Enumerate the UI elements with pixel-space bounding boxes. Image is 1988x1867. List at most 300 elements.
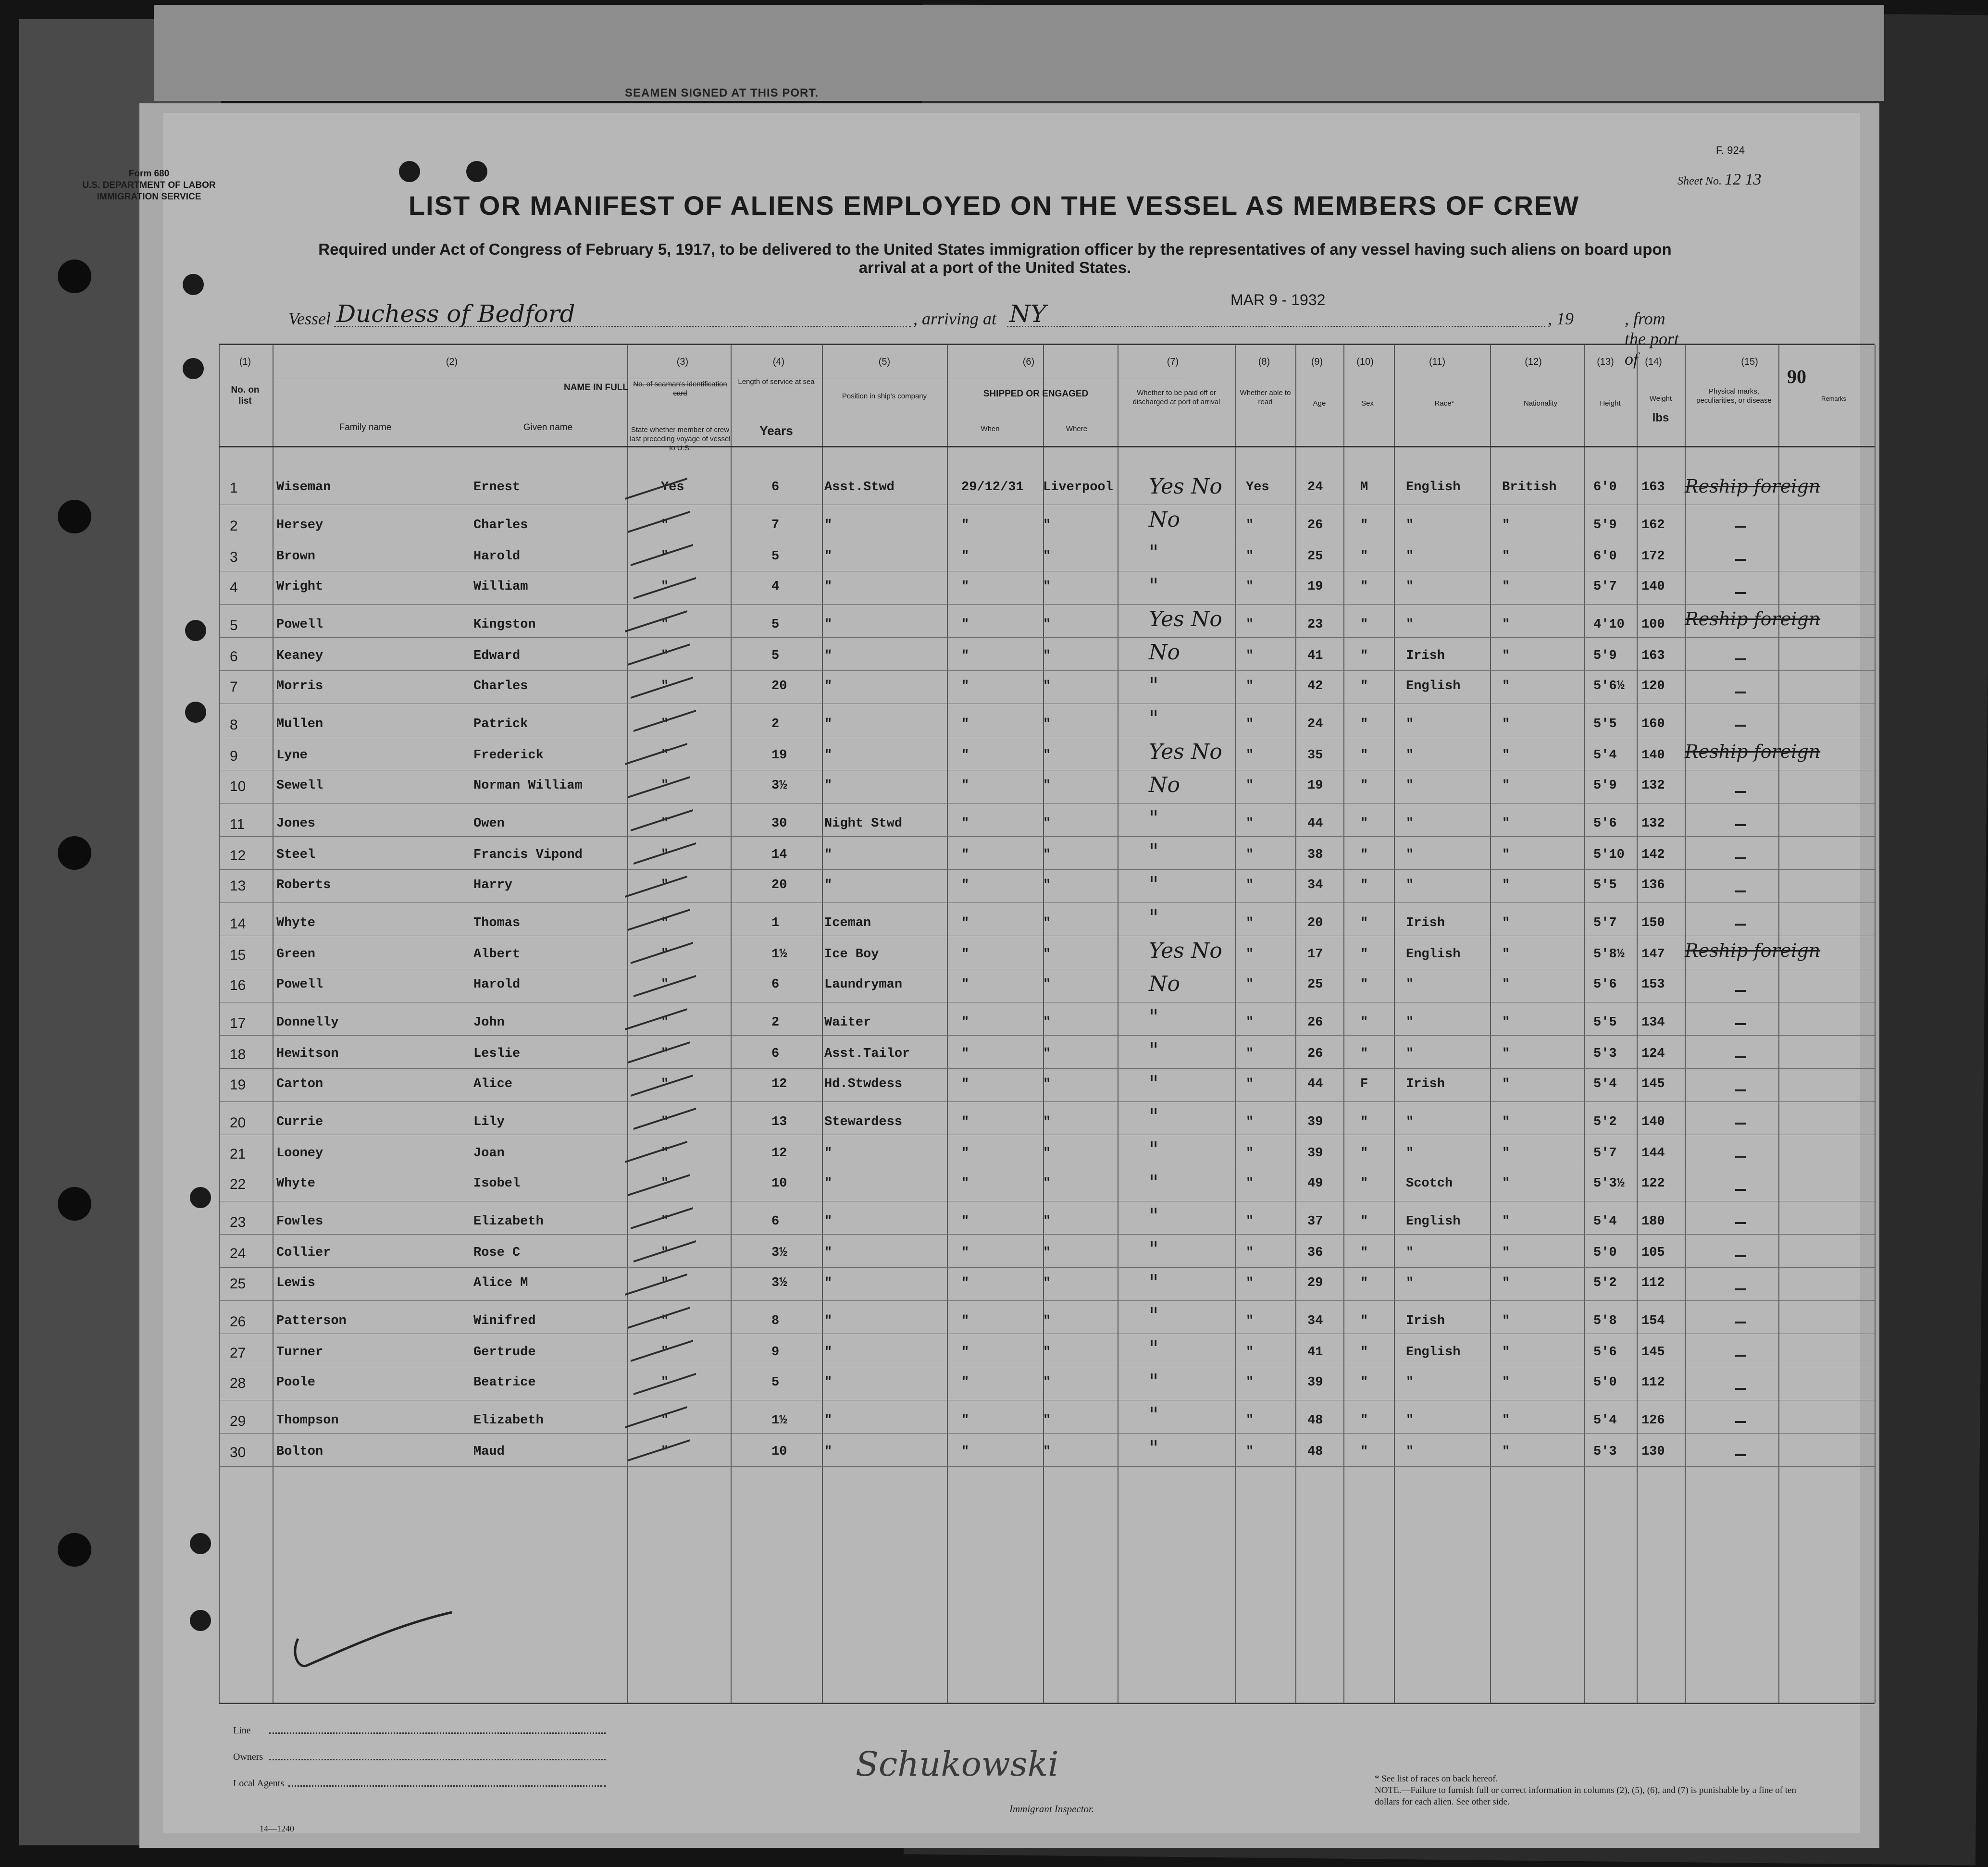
cell-race: " (1406, 1413, 1414, 1428)
cell-given: William (473, 580, 528, 594)
cell-weight: 145 (1641, 1077, 1665, 1091)
cell-position: Stewardess (824, 1115, 903, 1129)
cell-read: " (1246, 947, 1254, 962)
cell-family: Wright (276, 580, 323, 594)
cell-sex: " (1360, 816, 1368, 831)
cell-family: Turner (276, 1345, 323, 1360)
cell-height: 6'0 (1593, 549, 1617, 564)
cell-sex: " (1360, 1345, 1368, 1360)
cell-n: 5 (230, 618, 238, 633)
cell-age: 19 (1307, 779, 1323, 793)
cell-n: 6 (230, 649, 238, 665)
cell-sex: " (1360, 878, 1368, 892)
cell-prev: " (661, 1214, 669, 1229)
cell-where: " (1043, 1115, 1051, 1129)
row-divider (219, 869, 1875, 870)
cell-where: " (1043, 816, 1051, 831)
cell-position: " (824, 679, 832, 693)
cell-weight: 136 (1641, 878, 1665, 892)
row-divider (219, 1433, 1875, 1434)
id-card-header: No. of seaman's identification card (633, 380, 727, 397)
cell-age: 42 (1307, 679, 1323, 693)
cell-nat: " (1502, 779, 1510, 793)
cell-read: " (1246, 717, 1254, 731)
cell-nat: " (1502, 848, 1510, 862)
cell-height: 5'7 (1593, 916, 1617, 930)
cell-when: " (961, 549, 969, 564)
cell-where: " (1043, 878, 1051, 892)
physical-marks-dash (1735, 1189, 1746, 1191)
cell-read: " (1246, 618, 1254, 632)
cell-age: 48 (1307, 1445, 1323, 1459)
cell-race: English (1406, 947, 1461, 962)
cell-given: Harold (473, 977, 521, 992)
vessel-dotted-line (334, 326, 911, 327)
cell-read: " (1246, 1077, 1254, 1091)
cell-age: 39 (1307, 1115, 1323, 1129)
cell-race: " (1406, 549, 1414, 564)
cell-position: Hd.Stwdess (824, 1077, 903, 1091)
cell-position: Waiter (824, 1015, 871, 1030)
cell-given: Harold (473, 549, 521, 564)
name-in-full-header: NAME IN FULL (563, 383, 629, 393)
cell-given: Maud (473, 1445, 505, 1459)
physical-marks-dash (1735, 592, 1746, 594)
paid-off-value: " (1149, 1204, 1159, 1228)
paid-off-value: No (1149, 773, 1180, 797)
cell-family: Whyte (276, 916, 316, 930)
paid-off-value: " (1149, 1005, 1159, 1029)
cell-read: " (1246, 518, 1254, 532)
cell-weight: 105 (1641, 1246, 1665, 1260)
cell-given: Thomas (473, 916, 521, 930)
row-divider (219, 1300, 1875, 1301)
cell-age: 34 (1307, 1314, 1323, 1328)
cell-position: " (824, 779, 832, 793)
row-divider (219, 1267, 1875, 1268)
cell-prev: " (661, 878, 669, 892)
cell-age: 26 (1307, 1047, 1323, 1061)
cell-when: " (961, 518, 969, 532)
cell-race: English (1406, 480, 1461, 495)
form-number: Form 680 (128, 169, 170, 179)
cell-given: Gertrude (473, 1345, 536, 1360)
cell-sex: " (1360, 649, 1368, 663)
cell-height: 5'4 (1593, 748, 1617, 763)
cell-height: 5'2 (1593, 1115, 1617, 1129)
cell-where: " (1043, 748, 1051, 763)
cell-where: " (1043, 1077, 1051, 1091)
cell-family: Hersey (276, 518, 323, 532)
cell-family: Brown (276, 549, 316, 564)
cell-n: 23 (230, 1214, 246, 1230)
cell-prev: " (661, 916, 669, 930)
cell-where: " (1043, 618, 1051, 632)
cell-nat: " (1502, 679, 1510, 693)
cell-read: " (1246, 580, 1254, 594)
cell-race: " (1406, 580, 1414, 594)
service: IMMIGRATION SERVICE (97, 192, 201, 202)
cell-weight: 154 (1641, 1314, 1665, 1328)
cell-race: " (1406, 1445, 1414, 1459)
able-read-header: Whether able to read (1240, 389, 1291, 406)
cell-position: " (824, 649, 832, 663)
cell-prev: " (661, 1314, 669, 1328)
cell-family: Collier (276, 1246, 331, 1260)
cell-weight: 142 (1641, 848, 1665, 862)
cell-age: 39 (1307, 1146, 1323, 1161)
cell-n: 18 (230, 1047, 246, 1063)
physical-marks-dash (1735, 1288, 1746, 1290)
cell-nat: " (1502, 947, 1510, 962)
cell-prev: " (661, 679, 669, 693)
cell-where: " (1043, 947, 1051, 962)
age-header: Age (1313, 399, 1326, 408)
height-header: Height (1600, 399, 1621, 408)
physical-marks-dash (1735, 1056, 1746, 1058)
cell-years: 9 (771, 1345, 780, 1360)
physical-marks-dash (1735, 526, 1746, 528)
cell-read: " (1246, 1413, 1254, 1428)
cell-n: 28 (230, 1375, 246, 1391)
remarks-header: Remarks (1821, 395, 1846, 402)
cell-n: 11 (230, 816, 245, 832)
cell-when: " (961, 848, 969, 862)
paid-off-value: " (1149, 1138, 1159, 1162)
paid-off-value: " (1149, 872, 1159, 897)
cell-position: Laundryman (824, 977, 903, 992)
cell-n: 14 (230, 916, 246, 932)
cell-given: Ernest (473, 480, 521, 495)
binder-hole (58, 836, 91, 870)
paid-off-value: " (1149, 541, 1159, 565)
form-code: F. 924 (1716, 144, 1745, 156)
remark-reship-foreign: Reship foreign (1685, 608, 1821, 630)
cell-family: Morris (276, 679, 323, 693)
cell-nat: " (1502, 618, 1510, 632)
cell-prev: " (661, 1276, 669, 1290)
row-divider (219, 836, 1875, 837)
paid-off-value: " (1149, 1403, 1159, 1427)
cell-sex: " (1360, 947, 1368, 962)
cell-height: 5'9 (1593, 779, 1617, 793)
punch-hole (185, 620, 206, 641)
cell-prev: " (661, 848, 669, 862)
cell-nat: " (1502, 1413, 1510, 1428)
cell-height: 5'9 (1593, 649, 1617, 663)
cell-family: Powell (276, 618, 323, 632)
line-dotted (269, 1732, 606, 1734)
cell-when: " (961, 1276, 969, 1290)
local-agents-label: Local Agents (233, 1778, 285, 1789)
cell-prev: " (661, 748, 669, 763)
cell-where: " (1043, 1413, 1051, 1428)
cell-read: " (1246, 748, 1254, 763)
cell-where: " (1043, 1276, 1051, 1290)
physical-marks-dash (1735, 1421, 1746, 1423)
cell-nat: " (1502, 1314, 1510, 1328)
cell-position: " (824, 1314, 832, 1328)
cell-where: " (1043, 679, 1051, 693)
cell-sex: " (1360, 1115, 1368, 1129)
cell-sex: " (1360, 1246, 1368, 1260)
paid-off-value: No (1149, 972, 1180, 996)
cell-n: 27 (230, 1345, 246, 1361)
cell-age: 35 (1307, 748, 1323, 763)
weight-header: Weight (1649, 395, 1672, 403)
cell-position: " (824, 1375, 832, 1390)
cell-read: " (1246, 1345, 1254, 1360)
cell-given: Frederick (473, 748, 544, 763)
physical-marks-dash (1735, 1023, 1746, 1025)
cell-prev: " (661, 518, 669, 532)
cell-when: " (961, 1314, 969, 1328)
cell-family: Donnelly (276, 1015, 339, 1030)
cell-weight: 132 (1641, 816, 1665, 831)
cell-years: 10 (771, 1445, 787, 1459)
physical-marks-dash (1735, 1089, 1746, 1091)
length-service-header: Length of service at sea (738, 378, 815, 386)
cell-given: Edward (473, 649, 521, 663)
cell-where: " (1043, 1375, 1051, 1390)
subtitle-line-1: Required under Act of Congress of February 5, 1917, to be delivered to the United States immigration officer by the representatives of any vessel having such aliens on board upon (318, 240, 1672, 258)
cell-weight: 144 (1641, 1146, 1665, 1161)
cell-race: Scotch (1406, 1176, 1453, 1191)
physical-marks-dash (1735, 658, 1746, 660)
paid-off-value: " (1149, 905, 1159, 930)
cell-n: 8 (230, 717, 238, 733)
cell-prev: " (661, 1146, 669, 1161)
sheet-number-value: 12 13 (1724, 171, 1762, 188)
cell-family: Currie (276, 1115, 323, 1129)
cell-height: 6'0 (1593, 480, 1617, 495)
cell-n: 3 (230, 549, 238, 565)
cell-race: " (1406, 518, 1414, 532)
physical-marks-dash (1735, 1388, 1746, 1390)
cell-n: 12 (230, 848, 246, 864)
physical-marks-dash (1735, 791, 1746, 793)
cell-n: 10 (230, 779, 246, 794)
paid-off-value: " (1149, 574, 1159, 598)
cell-family: Lewis (276, 1276, 316, 1290)
paid-off-value: Yes No (1149, 740, 1222, 764)
lbs-header: lbs (1652, 411, 1669, 424)
physical-marks-dash (1735, 1322, 1746, 1323)
cell-years: 5 (771, 1375, 780, 1390)
cell-years: 7 (771, 518, 780, 532)
cell-n: 29 (230, 1413, 246, 1429)
cell-nat: " (1502, 1115, 1510, 1129)
cell-prev: " (661, 779, 669, 793)
cell-age: 39 (1307, 1375, 1323, 1390)
races-note: * See list of races on back hereof. (1375, 1774, 1498, 1784)
footer-note (1375, 1773, 1798, 1808)
cell-family: Looney (276, 1146, 323, 1161)
cell-when: " (961, 816, 969, 831)
cell-sex: " (1360, 1214, 1368, 1229)
family-name-header: Family name (339, 422, 392, 433)
binder-hole (58, 260, 91, 293)
cell-nat: " (1502, 549, 1510, 564)
cell-nat: " (1502, 1276, 1510, 1290)
cell-position: " (824, 748, 832, 763)
cell-race: " (1406, 878, 1414, 892)
cell-when: " (961, 1345, 969, 1360)
cell-prev: " (661, 1115, 669, 1129)
cell-nat: " (1502, 748, 1510, 763)
cell-age: 41 (1307, 1345, 1323, 1360)
arriving-port: NY (1009, 300, 1046, 328)
inspector-label: Immigrant Inspector. (1009, 1803, 1094, 1815)
paid-off-value: No (1149, 640, 1180, 665)
cell-weight: 126 (1641, 1413, 1665, 1428)
cell-years: 13 (771, 1115, 787, 1129)
cell-read: " (1246, 649, 1254, 663)
previous-voyage-header: State whether member of crew last preceding voyage of vessel to U.S. (630, 426, 731, 452)
cell-weight: 147 (1641, 947, 1665, 962)
physical-marks-dash (1735, 890, 1746, 892)
cell-prev: " (661, 717, 669, 731)
cell-given: Norman William (473, 779, 583, 793)
cell-nat: " (1502, 977, 1510, 992)
paid-off-value: Yes No (1149, 939, 1222, 963)
cell-weight: 163 (1641, 649, 1665, 663)
cell-age: 48 (1307, 1413, 1323, 1428)
cell-nat: " (1502, 1375, 1510, 1390)
cell-sex: " (1360, 1375, 1368, 1390)
cell-years: 6 (771, 1047, 780, 1061)
cell-where: " (1043, 1314, 1051, 1328)
cell-where: " (1043, 779, 1051, 793)
cell-n: 4 (230, 580, 238, 595)
cell-height: 5'8 (1593, 1314, 1617, 1328)
paid-off-value: " (1149, 1303, 1159, 1328)
cell-race: English (1406, 679, 1461, 693)
physical-marks-dash (1735, 924, 1746, 926)
cell-prev: " (661, 1413, 669, 1428)
cell-years: 6 (771, 480, 780, 495)
inspector-signature: Schukowski (856, 1744, 1059, 1784)
cell-read: " (1246, 1246, 1254, 1260)
cell-family: Steel (276, 848, 316, 862)
cell-age: 17 (1307, 947, 1323, 962)
sheet-number (1677, 171, 1761, 189)
cell-height: 5'6 (1593, 1345, 1617, 1360)
cell-sex: " (1360, 1146, 1368, 1161)
cell-n: 30 (230, 1445, 246, 1460)
cell-age: 24 (1307, 717, 1323, 731)
cell-sex: " (1360, 748, 1368, 763)
cell-nat: " (1502, 916, 1510, 930)
cell-sex: " (1360, 779, 1368, 793)
cell-read: " (1246, 1146, 1254, 1161)
cell-nat: " (1502, 1345, 1510, 1360)
cell-weight: 112 (1641, 1375, 1665, 1390)
cell-nat: " (1502, 518, 1510, 532)
cell-when: " (961, 1445, 969, 1459)
cell-given: Alice (473, 1077, 513, 1091)
binder-hole (58, 500, 91, 533)
cell-height: 5'7 (1593, 580, 1617, 594)
cell-where: " (1043, 518, 1051, 532)
cell-position: " (824, 549, 832, 564)
cell-height: 5'3 (1593, 1445, 1617, 1459)
from-port-label: , from the port of (1625, 309, 1679, 369)
cell-n: 9 (230, 748, 238, 764)
cell-prev: " (661, 947, 669, 962)
cell-race: Irish (1406, 916, 1445, 930)
cell-weight: 153 (1641, 977, 1665, 992)
cell-race: " (1406, 1146, 1414, 1161)
cell-given: Albert (473, 947, 521, 962)
cell-weight: 112 (1641, 1276, 1665, 1290)
paid-off-value: " (1149, 1336, 1159, 1361)
cell-where: " (1043, 1047, 1051, 1061)
department: U.S. DEPARTMENT OF LABOR (82, 180, 216, 190)
cell-nat: " (1502, 717, 1510, 731)
cell-read: " (1246, 549, 1254, 564)
sheet-label: Sheet No. (1677, 175, 1722, 187)
paid-off-value: " (1149, 1237, 1159, 1261)
cell-where: " (1043, 1214, 1051, 1229)
cell-race: " (1406, 717, 1414, 731)
cell-given: Alice M (473, 1276, 528, 1290)
cell-prev: " (661, 1445, 669, 1459)
cell-age: 20 (1307, 916, 1323, 930)
owners-dotted (269, 1759, 606, 1760)
punch-hole (183, 274, 204, 295)
footer-form-code: 14—1240 (260, 1824, 294, 1833)
physical-marks-dash (1735, 1156, 1746, 1158)
cell-weight: 172 (1641, 549, 1665, 564)
binder-hole (58, 1533, 91, 1567)
date-stamp: MAR 9 - 1932 (1230, 291, 1326, 309)
cell-age: 36 (1307, 1246, 1323, 1260)
cell-age: 44 (1307, 816, 1323, 831)
cell-position: " (824, 1246, 832, 1260)
cell-race: " (1406, 848, 1414, 862)
cell-when: " (961, 1246, 969, 1260)
cell-read: Yes (1246, 480, 1269, 495)
paid-off-value: " (1149, 1270, 1159, 1295)
page-subtitle (250, 240, 1740, 277)
cell-n: 15 (230, 947, 246, 963)
cell-family: Bolton (276, 1445, 323, 1459)
cell-when: " (961, 1413, 969, 1428)
cell-where: " (1043, 549, 1051, 564)
cell-age: 41 (1307, 649, 1323, 663)
cell-n: 1 (230, 480, 238, 496)
physical-marks-dash (1735, 725, 1746, 727)
paid-off-value: " (1149, 839, 1159, 864)
cell-weight: 130 (1641, 1445, 1665, 1459)
cell-position: " (824, 878, 832, 892)
cell-prev: " (661, 1375, 669, 1390)
cell-prev: Yes (661, 480, 684, 495)
cell-race: " (1406, 1246, 1414, 1260)
cell-given: Beatrice (473, 1375, 536, 1390)
cell-height: 5'10 (1593, 848, 1625, 862)
cell-family: Mullen (276, 717, 323, 731)
cell-race: " (1406, 779, 1414, 793)
cell-age: 25 (1307, 549, 1323, 564)
cell-sex: " (1360, 679, 1368, 693)
cell-age: 34 (1307, 878, 1323, 892)
cell-given: Kingston (473, 618, 536, 632)
cell-nat: " (1502, 1146, 1510, 1161)
paid-off-value: " (1149, 1436, 1159, 1460)
cell-age: 26 (1307, 518, 1323, 532)
